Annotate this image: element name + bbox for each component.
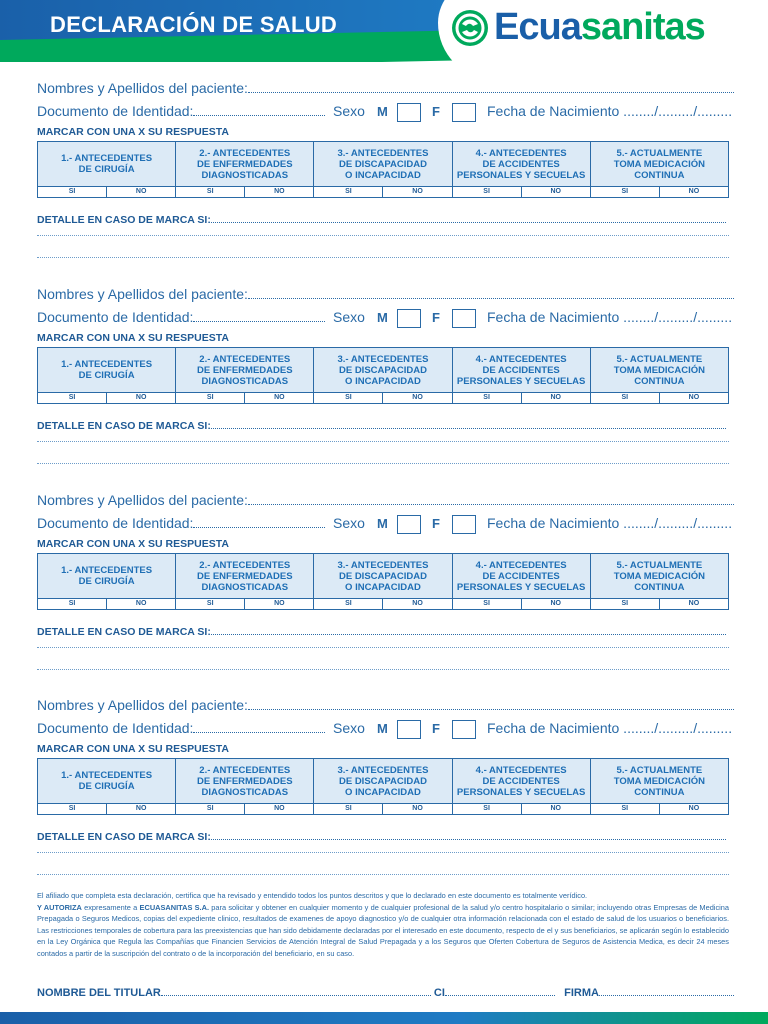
answers-table — [37, 553, 729, 610]
patient-name-field[interactable] — [248, 698, 734, 710]
footer-bar — [0, 1012, 768, 1024]
detalle-line — [37, 213, 726, 226]
document-field[interactable] — [193, 310, 325, 322]
answer-si-cell[interactable]: SI — [314, 393, 383, 404]
answer-no-cell[interactable]: NO — [383, 187, 452, 198]
sexo-label: Sexo — [333, 309, 365, 325]
legal-text — [37, 890, 729, 959]
firma-label: FIRMA — [564, 987, 599, 999]
sexo-f-checkbox[interactable] — [452, 720, 476, 739]
sexo-m-checkbox[interactable] — [397, 103, 421, 122]
document-field[interactable] — [193, 104, 325, 116]
sexo-f-checkbox[interactable] — [452, 309, 476, 328]
answer-si-cell[interactable]: SI — [38, 187, 107, 198]
patient-name-line — [37, 697, 734, 713]
question-header: 2.- ANTECEDENTES DE ENFERMEDADES DIAGNOSTICADAS — [176, 348, 314, 393]
titular-name-field[interactable] — [161, 986, 431, 996]
detalle-extra-line[interactable] — [37, 668, 729, 670]
sexo-m-checkbox[interactable] — [397, 309, 421, 328]
patient-name-label: Nombres y Apellidos del paciente: — [37, 80, 248, 96]
answers-yesno-row — [38, 599, 729, 610]
sexo-m-label: M — [377, 516, 388, 531]
detalle-field[interactable] — [211, 830, 726, 840]
sexo-f-label: F — [432, 516, 440, 531]
detalle-field[interactable] — [211, 419, 726, 429]
answer-no-cell[interactable]: NO — [107, 187, 176, 198]
detalle-label: DETALLE EN CASO DE MARCA SI: — [37, 831, 211, 843]
document-line — [37, 515, 325, 531]
answer-si-cell[interactable]: SI — [452, 187, 521, 198]
marcar-instruction: MARCAR CON UNA X SU RESPUESTA — [37, 743, 229, 755]
answer-no-cell[interactable]: NO — [383, 599, 452, 610]
birthdate-field[interactable]: Fecha de Nacimiento ......../........./......... — [487, 720, 733, 736]
document-line — [37, 309, 325, 325]
detalle-label: DETALLE EN CASO DE MARCA SI: — [37, 420, 211, 432]
patient-name-label: Nombres y Apellidos del paciente: — [37, 492, 248, 508]
patient-name-line — [37, 80, 734, 96]
answer-no-cell[interactable]: NO — [659, 804, 728, 815]
detalle-extra-line[interactable] — [37, 440, 729, 442]
detalle-line — [37, 419, 726, 432]
sexo-f-label: F — [432, 721, 440, 736]
answer-si-cell[interactable]: SI — [38, 393, 107, 404]
logo-icon — [452, 10, 488, 46]
answers-yesno-row — [38, 393, 729, 404]
question-header: 4.- ANTECEDENTES DE ACCIDENTES PERSONALES Y SECUELAS — [452, 348, 590, 393]
answer-no-cell[interactable]: NO — [659, 187, 728, 198]
answer-no-cell[interactable]: NO — [659, 599, 728, 610]
question-header: 4.- ANTECEDENTES DE ACCIDENTES PERSONALES Y SECUELAS — [452, 554, 590, 599]
document-label: Documento de Identidad: — [37, 720, 194, 736]
answer-si-cell[interactable]: SI — [314, 187, 383, 198]
answer-si-cell[interactable]: SI — [176, 599, 245, 610]
logo-wordmark — [494, 6, 705, 49]
document-field[interactable] — [193, 721, 325, 733]
answer-si-cell[interactable]: SI — [590, 804, 659, 815]
answer-no-cell[interactable]: NO — [521, 393, 590, 404]
question-header: 3.- ANTECEDENTES DE DISCAPACIDAD O INCAPACIDAD — [314, 554, 452, 599]
answer-no-cell[interactable]: NO — [383, 804, 452, 815]
marcar-instruction: MARCAR CON UNA X SU RESPUESTA — [37, 538, 229, 550]
answer-si-cell[interactable]: SI — [176, 804, 245, 815]
answer-no-cell[interactable]: NO — [659, 393, 728, 404]
question-header: 2.- ANTECEDENTES DE ENFERMEDADES DIAGNOSTICADAS — [176, 142, 314, 187]
patient-block — [0, 273, 768, 478]
question-header: 1.- ANTECEDENTES DE CIRUGÍA — [38, 759, 176, 804]
detalle-line — [37, 830, 726, 843]
answer-no-cell[interactable]: NO — [107, 393, 176, 404]
question-header: 5.- ACTUALMENTE TOMA MEDICACIÓN CONTINUA — [590, 142, 728, 187]
sexo-f-label: F — [432, 104, 440, 119]
answer-no-cell[interactable]: NO — [245, 187, 314, 198]
patient-name-label: Nombres y Apellidos del paciente: — [37, 697, 248, 713]
patient-name-field[interactable] — [248, 287, 734, 299]
ci-label: CI — [433, 987, 445, 999]
answer-no-cell[interactable]: NO — [521, 804, 590, 815]
marcar-instruction: MARCAR CON UNA X SU RESPUESTA — [37, 126, 229, 138]
detalle-extra-line[interactable] — [37, 234, 729, 236]
answer-si-cell[interactable]: SI — [590, 187, 659, 198]
question-header: 2.- ANTECEDENTES DE ENFERMEDADES DIAGNOSTICADAS — [176, 554, 314, 599]
answer-si-cell[interactable]: SI — [452, 599, 521, 610]
answers-header-row — [38, 759, 729, 804]
question-header: 1.- ANTECEDENTES DE CIRUGÍA — [38, 554, 176, 599]
document-field[interactable] — [193, 516, 325, 528]
logo-word-ecua: Ecua — [494, 6, 581, 48]
detalle-extra-line[interactable] — [37, 462, 729, 464]
answer-no-cell[interactable]: NO — [107, 599, 176, 610]
titular-name-label: NOMBRE DEL TITULAR — [37, 987, 161, 999]
sexo-f-checkbox[interactable] — [452, 103, 476, 122]
document-label: Documento de Identidad: — [37, 309, 194, 325]
sexo-m-label: M — [377, 310, 388, 325]
answer-si-cell[interactable]: SI — [176, 393, 245, 404]
question-header: 3.- ANTECEDENTES DE DISCAPACIDAD O INCAPACIDAD — [314, 759, 452, 804]
answers-table — [37, 347, 729, 404]
sexo-m-checkbox[interactable] — [397, 515, 421, 534]
question-header: 2.- ANTECEDENTES DE ENFERMEDADES DIAGNOSTICADAS — [176, 759, 314, 804]
answer-no-cell[interactable]: NO — [245, 599, 314, 610]
answer-si-cell[interactable]: SI — [452, 393, 521, 404]
legal-text-a: expresamente a — [81, 902, 140, 912]
question-header: 5.- ACTUALMENTE TOMA MEDICACIÓN CONTINUA — [590, 348, 728, 393]
answers-header-row — [38, 554, 729, 599]
answer-si-cell[interactable]: SI — [38, 804, 107, 815]
answer-si-cell[interactable]: SI — [38, 599, 107, 610]
birthdate-field[interactable]: Fecha de Nacimiento ......../........./......... — [487, 103, 733, 119]
answer-si-cell[interactable]: SI — [590, 393, 659, 404]
question-header: 5.- ACTUALMENTE TOMA MEDICACIÓN CONTINUA — [590, 554, 728, 599]
answer-no-cell[interactable]: NO — [107, 804, 176, 815]
answer-si-cell[interactable]: SI — [314, 804, 383, 815]
answers-yesno-row — [38, 804, 729, 815]
answer-no-cell[interactable]: NO — [245, 804, 314, 815]
sexo-m-label: M — [377, 721, 388, 736]
document-label: Documento de Identidad: — [37, 103, 194, 119]
firma-field[interactable] — [599, 986, 734, 996]
answers-header-row — [38, 348, 729, 393]
answers-table — [37, 758, 729, 815]
patient-name-field[interactable] — [248, 493, 734, 505]
patient-name-line — [37, 492, 734, 508]
question-header: 1.- ANTECEDENTES DE CIRUGÍA — [38, 348, 176, 393]
question-header: 4.- ANTECEDENTES DE ACCIDENTES PERSONALES Y SECUELAS — [452, 142, 590, 187]
answer-si-cell[interactable]: SI — [452, 804, 521, 815]
detalle-label: DETALLE EN CASO DE MARCA SI: — [37, 626, 211, 638]
legal-text-b: para solicitar y obtener en cualquier momento y de cualquier profesional de la salud y/o centro hospitalario o similar; incluyendo otras Empresas de Medicina Prepagada o Seguros Medicos, copias del expediente clinico, resultados de examenes de apoyo diagnostico y/o de cualquier otra información relacionada con el estado de salud de los usuarios o beneficiarios. Las restricciones temporales de cobertura para las preexistencias que han sido debidamente declaradas por el interesado en este documento, respecto de el y sus beneficiarios, se aplicarán según lo establecido en la Ley Orgánica que Regula las Compañías que Financien Servicios de Atención Integral de Salud Prepagada y a los Seguros que Oferten Cobertura de Seguros de Asistencia Medica, es decir 24 meses contados a partir de la suscripción del contrato o de la incorporación del beneficiario, en su caso. — [37, 902, 730, 958]
detalle-extra-line[interactable] — [37, 256, 729, 258]
question-header: 1.- ANTECEDENTES DE CIRUGÍA — [38, 142, 176, 187]
document-line — [37, 720, 325, 736]
birthdate-field[interactable]: Fecha de Nacimiento ......../........./......... — [487, 515, 733, 531]
detalle-field[interactable] — [211, 213, 726, 223]
document-label: Documento de Identidad: — [37, 515, 194, 531]
answers-yesno-row — [38, 187, 729, 198]
answer-no-cell[interactable]: NO — [521, 187, 590, 198]
answer-si-cell[interactable]: SI — [176, 187, 245, 198]
detalle-label: DETALLE EN CASO DE MARCA SI: — [37, 214, 211, 226]
answers-table — [37, 141, 729, 198]
logo-word-sanitas: sanitas — [580, 6, 705, 48]
legal-company: ECUASANITAS S.A. — [139, 902, 210, 912]
question-header: 5.- ACTUALMENTE TOMA MEDICACIÓN CONTINUA — [590, 759, 728, 804]
birthdate-field[interactable]: Fecha de Nacimiento ......../........./......... — [487, 309, 733, 325]
question-header: 3.- ANTECEDENTES DE DISCAPACIDAD O INCAPACIDAD — [314, 142, 452, 187]
detalle-field[interactable] — [211, 625, 726, 635]
answers-header-row — [38, 142, 729, 187]
sexo-label: Sexo — [333, 720, 365, 736]
sexo-m-label: M — [377, 104, 388, 119]
answer-si-cell[interactable]: SI — [314, 599, 383, 610]
question-header: 3.- ANTECEDENTES DE DISCAPACIDAD O INCAPACIDAD — [314, 348, 452, 393]
answer-no-cell[interactable]: NO — [245, 393, 314, 404]
patient-name-line — [37, 286, 734, 302]
patient-block — [0, 684, 768, 889]
sexo-f-label: F — [432, 310, 440, 325]
detalle-extra-line[interactable] — [37, 646, 729, 648]
detalle-line — [37, 625, 726, 638]
sexo-f-checkbox[interactable] — [452, 515, 476, 534]
answer-si-cell[interactable]: SI — [590, 599, 659, 610]
document-line — [37, 103, 325, 119]
patient-block — [0, 67, 768, 272]
ci-field[interactable] — [445, 986, 555, 996]
signature-line — [37, 986, 734, 999]
answer-no-cell[interactable]: NO — [521, 599, 590, 610]
detalle-extra-line[interactable] — [37, 873, 729, 875]
patient-name-label: Nombres y Apellidos del paciente: — [37, 286, 248, 302]
sexo-m-checkbox[interactable] — [397, 720, 421, 739]
marcar-instruction: MARCAR CON UNA X SU RESPUESTA — [37, 332, 229, 344]
sexo-label: Sexo — [333, 103, 365, 119]
question-header: 4.- ANTECEDENTES DE ACCIDENTES PERSONALES Y SECUELAS — [452, 759, 590, 804]
patient-block — [0, 479, 768, 684]
legal-paragraph-1: El afiliado que completa esta declaración, certifica que ha revisado y entendido todos los puntos descritos y que lo declarado en este documento es totalmente verídico. — [37, 891, 588, 900]
legal-authorize: Y AUTORIZA — [37, 902, 82, 912]
answer-no-cell[interactable]: NO — [383, 393, 452, 404]
sexo-label: Sexo — [333, 515, 365, 531]
patient-name-field[interactable] — [248, 81, 734, 93]
header — [0, 0, 768, 62]
page-title: DECLARACIÓN DE SALUD — [50, 12, 338, 37]
detalle-extra-line[interactable] — [37, 851, 729, 853]
